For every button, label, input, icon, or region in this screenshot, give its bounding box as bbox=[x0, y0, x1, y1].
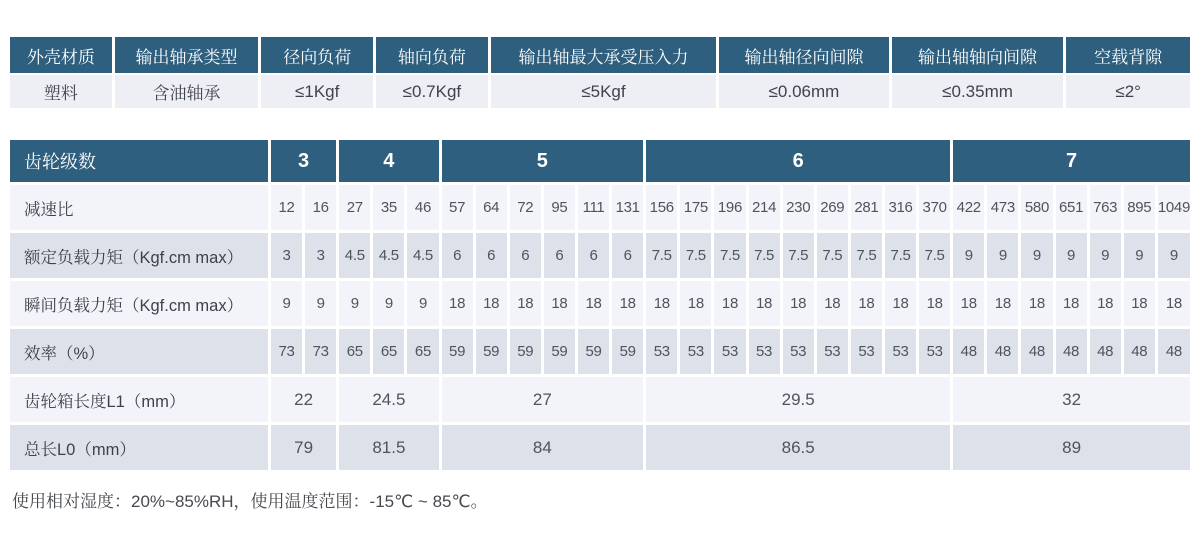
gear-cell: 53 bbox=[749, 329, 780, 374]
gear-cell: 9 bbox=[271, 281, 302, 326]
gear-cell: 9 bbox=[407, 281, 438, 326]
gear-cell: 4.5 bbox=[373, 233, 404, 278]
gear-cell: 763 bbox=[1090, 185, 1121, 230]
gear-cell: 9 bbox=[1124, 233, 1155, 278]
gear-cell: 18 bbox=[851, 281, 882, 326]
gear-cell: 18 bbox=[1124, 281, 1155, 326]
gear-cell: 18 bbox=[783, 281, 814, 326]
gear-cell: 9 bbox=[987, 233, 1018, 278]
gear-cell: 53 bbox=[646, 329, 677, 374]
gear-cell: 65 bbox=[373, 329, 404, 374]
gear-merged-cell: 27 bbox=[442, 377, 644, 422]
gear-cell: 48 bbox=[1090, 329, 1121, 374]
spec-value-cell: ≤5Kgf bbox=[491, 75, 716, 108]
gear-row-label: 额定负载力矩（Kgf.cm max） bbox=[10, 233, 268, 278]
spec-header-cell: 轴向负荷 bbox=[376, 37, 488, 73]
gear-cell: 18 bbox=[578, 281, 609, 326]
gear-cell: 57 bbox=[442, 185, 473, 230]
spec-value-cell: ≤0.35mm bbox=[892, 75, 1064, 108]
gear-cell: 6 bbox=[578, 233, 609, 278]
gear-merged-cell: 79 bbox=[271, 425, 336, 470]
gear-row-label: 齿轮箱长度L1（mm） bbox=[10, 377, 268, 422]
gear-cell: 269 bbox=[817, 185, 848, 230]
gear-cell: 6 bbox=[476, 233, 507, 278]
gear-cell: 35 bbox=[373, 185, 404, 230]
gear-cell: 59 bbox=[442, 329, 473, 374]
gear-cell: 7.5 bbox=[680, 233, 711, 278]
spec-value-cell: ≤1Kgf bbox=[261, 75, 373, 108]
gear-cell: 59 bbox=[476, 329, 507, 374]
gear-cell: 7.5 bbox=[783, 233, 814, 278]
gear-cell: 6 bbox=[612, 233, 643, 278]
gear-cell: 18 bbox=[1021, 281, 1052, 326]
gear-cell: 7.5 bbox=[885, 233, 916, 278]
gear-cell: 48 bbox=[1021, 329, 1052, 374]
gear-row-label: 效率（%） bbox=[10, 329, 268, 374]
gear-cell: 1049 bbox=[1158, 185, 1190, 230]
gear-cell: 9 bbox=[1090, 233, 1121, 278]
gear-cell: 46 bbox=[407, 185, 438, 230]
gear-cell: 6 bbox=[544, 233, 575, 278]
gear-cell: 370 bbox=[919, 185, 950, 230]
spec-value-cell: ≤2° bbox=[1066, 75, 1190, 108]
spec-header-cell: 输出轴承类型 bbox=[115, 37, 259, 73]
gear-cell: 48 bbox=[1124, 329, 1155, 374]
gear-cell: 53 bbox=[783, 329, 814, 374]
gear-cell: 65 bbox=[407, 329, 438, 374]
gear-cell: 18 bbox=[953, 281, 984, 326]
gear-merged-cell: 84 bbox=[442, 425, 644, 470]
gear-merged-cell: 89 bbox=[953, 425, 1190, 470]
gear-cell: 9 bbox=[305, 281, 336, 326]
spec-value-cell: 塑料 bbox=[10, 75, 112, 108]
gear-cell: 18 bbox=[885, 281, 916, 326]
gear-stage-header: 4 bbox=[339, 140, 438, 182]
gear-cell: 9 bbox=[953, 233, 984, 278]
gear-stage-label: 齿轮级数 bbox=[10, 140, 268, 182]
gear-cell: 18 bbox=[919, 281, 950, 326]
gear-cell: 18 bbox=[1158, 281, 1190, 326]
gear-cell: 9 bbox=[339, 281, 370, 326]
gear-stage-header: 3 bbox=[271, 140, 336, 182]
gear-merged-cell: 86.5 bbox=[646, 425, 950, 470]
gear-cell: 196 bbox=[714, 185, 745, 230]
gear-cell: 214 bbox=[749, 185, 780, 230]
gear-cell: 48 bbox=[953, 329, 984, 374]
gear-cell: 9 bbox=[1056, 233, 1087, 278]
gear-stage-header: 7 bbox=[953, 140, 1190, 182]
gear-cell: 18 bbox=[749, 281, 780, 326]
gear-cell: 18 bbox=[817, 281, 848, 326]
spec-header-row bbox=[10, 37, 1190, 73]
gear-cell: 16 bbox=[305, 185, 336, 230]
gear-merged-cell: 32 bbox=[953, 377, 1190, 422]
gear-cell: 7.5 bbox=[749, 233, 780, 278]
gear-cell: 175 bbox=[680, 185, 711, 230]
gear-cell: 18 bbox=[476, 281, 507, 326]
gear-cell: 59 bbox=[612, 329, 643, 374]
gear-cell: 9 bbox=[373, 281, 404, 326]
gear-cell: 3 bbox=[271, 233, 302, 278]
gear-cell: 73 bbox=[271, 329, 302, 374]
gear-cell: 18 bbox=[680, 281, 711, 326]
gear-cell: 48 bbox=[987, 329, 1018, 374]
gear-cell: 7.5 bbox=[851, 233, 882, 278]
gear-cell: 7.5 bbox=[646, 233, 677, 278]
gear-cell: 48 bbox=[1158, 329, 1190, 374]
gear-cell: 59 bbox=[578, 329, 609, 374]
gear-cell: 422 bbox=[953, 185, 984, 230]
gear-stage-header: 6 bbox=[646, 140, 950, 182]
gear-cell: 6 bbox=[510, 233, 541, 278]
gear-cell: 18 bbox=[1090, 281, 1121, 326]
gear-cell: 27 bbox=[339, 185, 370, 230]
gear-cell: 59 bbox=[544, 329, 575, 374]
gear-cell: 18 bbox=[1056, 281, 1087, 326]
spec-header-cell: 输出轴轴向间隙 bbox=[892, 37, 1064, 73]
gear-cell: 59 bbox=[510, 329, 541, 374]
gear-table bbox=[10, 140, 1190, 470]
gear-cell: 6 bbox=[442, 233, 473, 278]
spec-header-cell: 输出轴径向间隙 bbox=[719, 37, 889, 73]
spec-header-cell: 空载背隙 bbox=[1066, 37, 1190, 73]
gear-cell: 156 bbox=[646, 185, 677, 230]
gear-cell: 53 bbox=[817, 329, 848, 374]
gear-cell: 18 bbox=[510, 281, 541, 326]
spec-table bbox=[10, 37, 1190, 108]
gear-cell: 316 bbox=[885, 185, 916, 230]
gear-cell: 580 bbox=[1021, 185, 1052, 230]
gear-cell: 18 bbox=[646, 281, 677, 326]
gear-cell: 281 bbox=[851, 185, 882, 230]
gear-cell: 12 bbox=[271, 185, 302, 230]
gear-cell: 473 bbox=[987, 185, 1018, 230]
gear-cell: 895 bbox=[1124, 185, 1155, 230]
gear-cell: 230 bbox=[783, 185, 814, 230]
gear-cell: 53 bbox=[885, 329, 916, 374]
gear-cell: 65 bbox=[339, 329, 370, 374]
gear-cell: 131 bbox=[612, 185, 643, 230]
spec-value-cell: ≤0.7Kgf bbox=[376, 75, 488, 108]
gear-cell: 18 bbox=[987, 281, 1018, 326]
spec-header-cell: 输出轴最大承受压入力 bbox=[491, 37, 716, 73]
gear-cell: 53 bbox=[851, 329, 882, 374]
gear-cell: 7.5 bbox=[919, 233, 950, 278]
gear-cell: 53 bbox=[680, 329, 711, 374]
spec-value-row bbox=[10, 75, 1190, 108]
gear-cell: 73 bbox=[305, 329, 336, 374]
gear-cell: 18 bbox=[442, 281, 473, 326]
spec-header-cell: 径向负荷 bbox=[261, 37, 373, 73]
gear-row-label: 总长L0（mm） bbox=[10, 425, 268, 470]
gear-row-label: 减速比 bbox=[10, 185, 268, 230]
gear-row-label: 瞬间负载力矩（Kgf.cm max） bbox=[10, 281, 268, 326]
gear-cell: 7.5 bbox=[714, 233, 745, 278]
footnote: 使用相对湿度：20%~85%RH，使用温度范围：-15℃ ~ 85℃。 bbox=[12, 492, 488, 511]
gear-merged-cell: 29.5 bbox=[646, 377, 950, 422]
gear-cell: 53 bbox=[714, 329, 745, 374]
gear-merged-cell: 81.5 bbox=[339, 425, 438, 470]
gear-cell: 4.5 bbox=[339, 233, 370, 278]
gear-cell: 53 bbox=[919, 329, 950, 374]
gear-cell: 95 bbox=[544, 185, 575, 230]
gear-cell: 18 bbox=[714, 281, 745, 326]
spec-header-cell: 外壳材质 bbox=[10, 37, 112, 73]
gear-cell: 9 bbox=[1021, 233, 1052, 278]
gear-merged-cell: 24.5 bbox=[339, 377, 438, 422]
gear-cell: 9 bbox=[1158, 233, 1190, 278]
gear-cell: 18 bbox=[612, 281, 643, 326]
gear-stage-header: 5 bbox=[442, 140, 644, 182]
gear-cell: 4.5 bbox=[407, 233, 438, 278]
gear-cell: 651 bbox=[1056, 185, 1087, 230]
gear-cell: 7.5 bbox=[817, 233, 848, 278]
gear-cell: 18 bbox=[544, 281, 575, 326]
gear-cell: 64 bbox=[476, 185, 507, 230]
gear-cell: 111 bbox=[578, 185, 609, 230]
gear-merged-cell: 22 bbox=[271, 377, 336, 422]
spec-value-cell: 含油轴承 bbox=[115, 75, 259, 108]
gear-cell: 72 bbox=[510, 185, 541, 230]
spec-value-cell: ≤0.06mm bbox=[719, 75, 889, 108]
gear-cell: 3 bbox=[305, 233, 336, 278]
gear-cell: 48 bbox=[1056, 329, 1087, 374]
